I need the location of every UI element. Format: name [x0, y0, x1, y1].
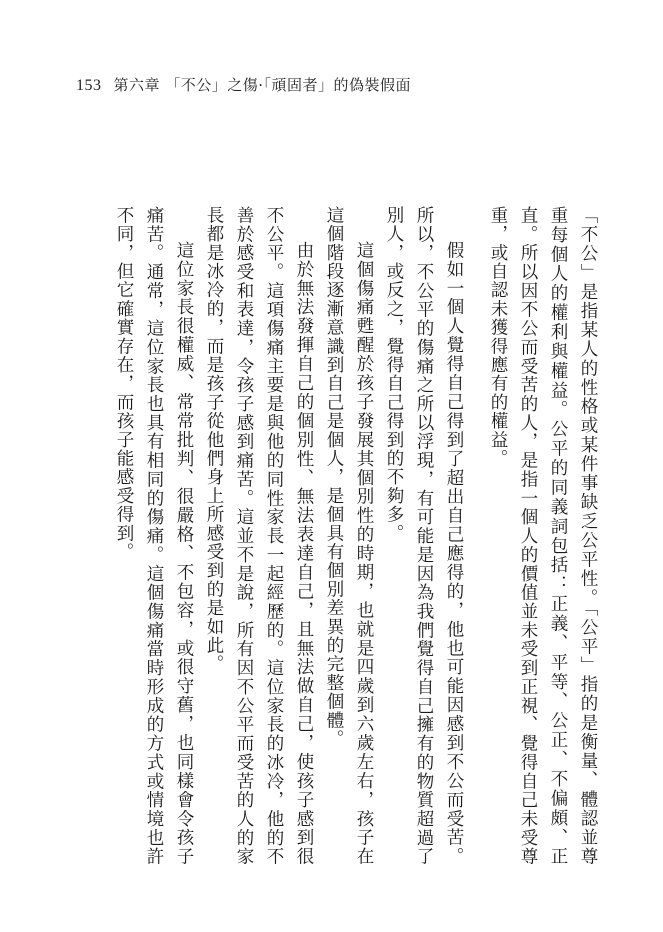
- paragraph-5: 這位家長很權威、常常批判、很嚴格、不包容，或很守舊，也同樣會令孩子痛苦。通常，這位家長也具有相同的傷痛。這個傷痛當時形成的方式或情境也許不同，但它確實存在，而孩子能感受得到。: [114, 206, 194, 866]
- paragraph-1: 「不公」是指某人的性格或某件事缺乏公平性。「公平」指的是衡量、體認並尊重每個人的權利與權益。公平的同義詞包括：正義、平等、公正、不偏頗、正直。所以因不公而受苦的人，是指一個人的價值並未受到正視、覺得自己未受尊重，或自認未獲得應有的權益。: [488, 206, 598, 866]
- page-number: 153: [76, 77, 102, 94]
- chapter-title: 第六章 「不公」之傷·「頑固者」的偽裝假面: [113, 76, 412, 94]
- paragraph-3: 這個傷痛甦醒於孩子發展其個別性的時期，也就是四歲到六歲左右，孩子在這個階段逐漸意識到自己是個人，是個具有個別差異的完整個體。: [324, 206, 374, 866]
- running-header: [76, 74, 411, 95]
- body-text: [109, 206, 603, 866]
- paragraph-4: 由於無法發揮自己的個別性、無法表達自己，且無法做自己，使孩子感到很不公平。這項傷痛主要是與他的同性家長一起經歷的。這位家長的冰冷，他的不善於感受和表達，令孩子感到痛苦。這並不是說，所有因不公平而受苦的人的家長都是冰冷的，而是孩子從他們身上所感受到的是如此。: [204, 206, 314, 866]
- paragraph-2: 假如一個人覺得自己得到了超出自己應得的，他也可能因感到不公而受苦。所以，不公平的傷痛之所以浮現，有可能是因為我們覺得自己擁有的物質超過了別人，或反之，覺得自己得到的不夠多。: [384, 206, 464, 866]
